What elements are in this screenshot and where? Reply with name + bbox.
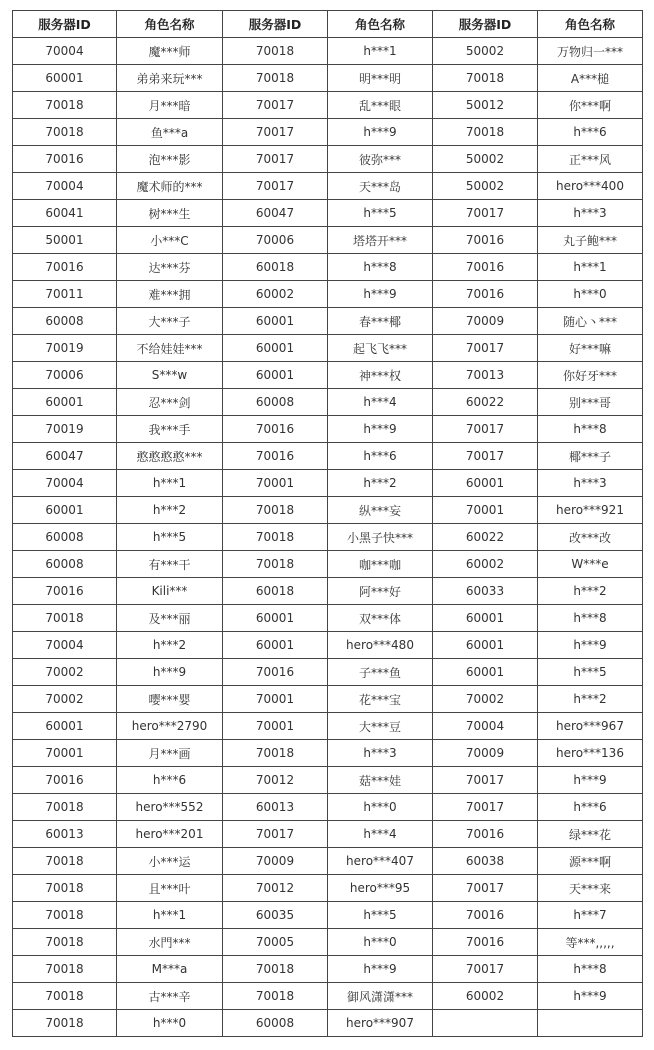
server-id-cell: 50002: [433, 38, 538, 65]
server-id-cell: 70012: [223, 767, 328, 794]
table-row: [13, 1010, 643, 1037]
server-id-cell: 70009: [433, 308, 538, 335]
role-name-cell: h***9: [538, 632, 643, 659]
role-name-cell: 子***鱼: [328, 659, 433, 686]
server-id-cell: 70012: [223, 875, 328, 902]
server-id-cell: 70017: [433, 416, 538, 443]
role-name-cell: 大***子: [117, 308, 223, 335]
server-id-cell: 70018: [223, 740, 328, 767]
server-id-cell: 70006: [223, 227, 328, 254]
server-id-cell: 70018: [13, 1010, 117, 1037]
role-name-cell: hero***95: [328, 875, 433, 902]
table-row: [13, 227, 643, 254]
role-name-cell: 你好牙***: [538, 362, 643, 389]
role-name-cell: 月***画: [117, 740, 223, 767]
role-name-cell: W***e: [538, 551, 643, 578]
winners-table-container: [12, 10, 642, 1037]
role-name-cell: 乱***眼: [328, 92, 433, 119]
role-name-cell: h***6: [538, 794, 643, 821]
server-id-cell: 70017: [223, 146, 328, 173]
role-name-cell: S***w: [117, 362, 223, 389]
server-id-cell: 60008: [223, 1010, 328, 1037]
role-name-cell: h***8: [538, 956, 643, 983]
server-id-cell: 70004: [433, 713, 538, 740]
role-name-cell: 魔术师的***: [117, 173, 223, 200]
table-row: [13, 389, 643, 416]
role-name-cell: h***3: [328, 740, 433, 767]
role-name-cell: 正***风: [538, 146, 643, 173]
server-id-cell: 50002: [433, 173, 538, 200]
server-id-cell: 70009: [223, 848, 328, 875]
role-name-cell: 起飞飞***: [328, 335, 433, 362]
role-name-cell: h***8: [538, 605, 643, 632]
table-row: [13, 281, 643, 308]
server-id-cell: 60008: [13, 524, 117, 551]
table-row: [13, 38, 643, 65]
server-id-cell: 70011: [13, 281, 117, 308]
role-name-cell: 魔***师: [117, 38, 223, 65]
server-id-cell: [433, 1010, 538, 1037]
table-row: [13, 740, 643, 767]
role-name-cell: 好***嘛: [538, 335, 643, 362]
server-id-cell: 60013: [13, 821, 117, 848]
table-row: [13, 254, 643, 281]
server-id-cell: 70001: [13, 740, 117, 767]
server-id-cell: 60041: [13, 200, 117, 227]
role-name-cell: h***1: [328, 38, 433, 65]
role-name-cell: 万物归一***: [538, 38, 643, 65]
table-row: [13, 524, 643, 551]
role-name-cell: 神***权: [328, 362, 433, 389]
role-name-cell: hero***552: [117, 794, 223, 821]
table-row: [13, 767, 643, 794]
role-name-cell: h***1: [538, 254, 643, 281]
role-name-cell: 花***宝: [328, 686, 433, 713]
server-id-cell: 70018: [13, 92, 117, 119]
server-id-cell: 70017: [223, 821, 328, 848]
server-id-cell: 70017: [433, 956, 538, 983]
role-name-cell: h***9: [328, 281, 433, 308]
server-id-cell: 50012: [433, 92, 538, 119]
server-id-cell: 70018: [13, 794, 117, 821]
role-name-cell: h***5: [328, 200, 433, 227]
server-id-cell: 70009: [433, 740, 538, 767]
server-id-cell: 70004: [13, 632, 117, 659]
role-name-cell: 有***干: [117, 551, 223, 578]
role-name-cell: h***0: [538, 281, 643, 308]
role-name-cell: 嘤***婴: [117, 686, 223, 713]
role-name-cell: h***9: [328, 119, 433, 146]
server-id-cell: 70018: [13, 119, 117, 146]
role-name-cell: hero***2790: [117, 713, 223, 740]
server-id-cell: 60001: [13, 65, 117, 92]
role-name-cell: hero***480: [328, 632, 433, 659]
role-name-cell: 天***来: [538, 875, 643, 902]
server-id-cell: 70017: [433, 443, 538, 470]
server-id-cell: 70002: [13, 659, 117, 686]
table-row: [13, 713, 643, 740]
table-row: [13, 146, 643, 173]
header-server-id-3: 服务器ID: [433, 11, 538, 38]
server-id-cell: 70013: [433, 362, 538, 389]
role-name-cell: 难***拥: [117, 281, 223, 308]
server-id-cell: 70016: [13, 578, 117, 605]
server-id-cell: 70019: [13, 416, 117, 443]
server-id-cell: 70004: [13, 173, 117, 200]
role-name-cell: 阿***好: [328, 578, 433, 605]
role-name-cell: 大***豆: [328, 713, 433, 740]
table-row: [13, 119, 643, 146]
server-id-cell: 60022: [433, 389, 538, 416]
server-id-cell: 70017: [433, 200, 538, 227]
server-id-cell: 70018: [223, 38, 328, 65]
role-name-cell: 双***体: [328, 605, 433, 632]
server-id-cell: 70017: [433, 335, 538, 362]
role-name-cell: 小***运: [117, 848, 223, 875]
role-name-cell: [538, 1010, 643, 1037]
role-name-cell: h***9: [328, 416, 433, 443]
role-name-cell: 及***丽: [117, 605, 223, 632]
role-name-cell: h***8: [538, 416, 643, 443]
header-role-name-3: 角色名称: [538, 11, 643, 38]
server-id-cell: 60008: [223, 389, 328, 416]
role-name-cell: 天***岛: [328, 173, 433, 200]
server-id-cell: 70001: [433, 497, 538, 524]
server-id-cell: 70017: [223, 92, 328, 119]
table-row: [13, 794, 643, 821]
role-name-cell: h***0: [328, 929, 433, 956]
role-name-cell: h***7: [538, 902, 643, 929]
header-role-name-1: 角色名称: [117, 11, 223, 38]
table-row: [13, 983, 643, 1010]
server-id-cell: 70016: [223, 443, 328, 470]
table-row: [13, 902, 643, 929]
server-id-cell: 60001: [433, 605, 538, 632]
table-row: [13, 848, 643, 875]
server-id-cell: 70016: [13, 146, 117, 173]
header-row: [13, 11, 643, 38]
table-row: [13, 821, 643, 848]
server-id-cell: 60002: [433, 983, 538, 1010]
role-name-cell: h***6: [538, 119, 643, 146]
server-id-cell: 70018: [13, 605, 117, 632]
role-name-cell: h***6: [117, 767, 223, 794]
server-id-cell: 70018: [13, 902, 117, 929]
server-id-cell: 70006: [13, 362, 117, 389]
server-id-cell: 70005: [223, 929, 328, 956]
role-name-cell: 鱼***a: [117, 119, 223, 146]
server-id-cell: 70016: [433, 902, 538, 929]
role-name-cell: hero***921: [538, 497, 643, 524]
table-row: [13, 956, 643, 983]
server-id-cell: 70016: [433, 227, 538, 254]
role-name-cell: 御风潇潇***: [328, 983, 433, 1010]
role-name-cell: hero***400: [538, 173, 643, 200]
role-name-cell: 明***明: [328, 65, 433, 92]
server-id-cell: 50001: [13, 227, 117, 254]
server-id-cell: 70018: [223, 551, 328, 578]
role-name-cell: h***9: [538, 983, 643, 1010]
role-name-cell: h***9: [117, 659, 223, 686]
server-id-cell: 60001: [223, 308, 328, 335]
table-body: [13, 38, 643, 1037]
table-row: [13, 362, 643, 389]
server-id-cell: 60008: [13, 551, 117, 578]
server-id-cell: 60033: [433, 578, 538, 605]
role-name-cell: hero***907: [328, 1010, 433, 1037]
server-id-cell: 70019: [13, 335, 117, 362]
role-name-cell: 不给娃娃***: [117, 335, 223, 362]
winners-table: [12, 10, 643, 1037]
role-name-cell: 月***暗: [117, 92, 223, 119]
role-name-cell: 弟弟来玩***: [117, 65, 223, 92]
role-name-cell: h***5: [538, 659, 643, 686]
server-id-cell: 70018: [223, 65, 328, 92]
header-role-name-2: 角色名称: [328, 11, 433, 38]
server-id-cell: 70016: [13, 767, 117, 794]
table-row: [13, 200, 643, 227]
role-name-cell: hero***967: [538, 713, 643, 740]
server-id-cell: 70018: [13, 956, 117, 983]
server-id-cell: 70018: [13, 875, 117, 902]
role-name-cell: 改***改: [538, 524, 643, 551]
server-id-cell: 70001: [223, 470, 328, 497]
role-name-cell: 椰***子: [538, 443, 643, 470]
server-id-cell: 60001: [433, 632, 538, 659]
header-server-id-2: 服务器ID: [223, 11, 328, 38]
server-id-cell: 70018: [223, 956, 328, 983]
role-name-cell: h***0: [117, 1010, 223, 1037]
role-name-cell: h***8: [328, 254, 433, 281]
server-id-cell: 70001: [223, 713, 328, 740]
server-id-cell: 60001: [433, 470, 538, 497]
role-name-cell: 我***手: [117, 416, 223, 443]
server-id-cell: 70002: [433, 686, 538, 713]
role-name-cell: 树***生: [117, 200, 223, 227]
server-id-cell: 70018: [433, 65, 538, 92]
server-id-cell: 70004: [13, 470, 117, 497]
server-id-cell: 60022: [433, 524, 538, 551]
table-row: [13, 173, 643, 200]
role-name-cell: 菇***娃: [328, 767, 433, 794]
server-id-cell: 50002: [433, 146, 538, 173]
server-id-cell: 70002: [13, 686, 117, 713]
role-name-cell: A***槌: [538, 65, 643, 92]
role-name-cell: h***4: [328, 821, 433, 848]
server-id-cell: 70018: [223, 497, 328, 524]
role-name-cell: h***9: [328, 956, 433, 983]
role-name-cell: 小黑子快***: [328, 524, 433, 551]
role-name-cell: 憨憨憨憨***: [117, 443, 223, 470]
table-row: [13, 92, 643, 119]
table-row: [13, 497, 643, 524]
table-row: [13, 308, 643, 335]
role-name-cell: 纵***妄: [328, 497, 433, 524]
role-name-cell: h***9: [538, 767, 643, 794]
role-name-cell: M***a: [117, 956, 223, 983]
server-id-cell: 70017: [223, 173, 328, 200]
server-id-cell: 70018: [13, 929, 117, 956]
role-name-cell: 源***啊: [538, 848, 643, 875]
role-name-cell: h***0: [328, 794, 433, 821]
role-name-cell: 随心丶***: [538, 308, 643, 335]
role-name-cell: h***6: [328, 443, 433, 470]
server-id-cell: 60001: [13, 497, 117, 524]
server-id-cell: 60001: [223, 362, 328, 389]
server-id-cell: 60018: [223, 254, 328, 281]
header-server-id-1: 服务器ID: [13, 11, 117, 38]
table-row: [13, 875, 643, 902]
role-name-cell: 丸子鲍***: [538, 227, 643, 254]
server-id-cell: 70001: [223, 686, 328, 713]
server-id-cell: 60018: [223, 578, 328, 605]
server-id-cell: 70017: [433, 794, 538, 821]
server-id-cell: 70018: [433, 119, 538, 146]
role-name-cell: h***3: [538, 200, 643, 227]
server-id-cell: 70016: [13, 254, 117, 281]
role-name-cell: h***2: [328, 470, 433, 497]
role-name-cell: h***3: [538, 470, 643, 497]
role-name-cell: 你***啊: [538, 92, 643, 119]
table-row: [13, 335, 643, 362]
server-id-cell: 60008: [13, 308, 117, 335]
role-name-cell: 塔塔开***: [328, 227, 433, 254]
table-row: [13, 605, 643, 632]
server-id-cell: 70018: [13, 848, 117, 875]
table-row: [13, 659, 643, 686]
table-header: [13, 11, 643, 38]
server-id-cell: 70018: [223, 983, 328, 1010]
role-name-cell: h***2: [538, 686, 643, 713]
role-name-cell: 咖***咖: [328, 551, 433, 578]
server-id-cell: 60001: [13, 389, 117, 416]
role-name-cell: 等***,,,,,: [538, 929, 643, 956]
server-id-cell: 70017: [223, 119, 328, 146]
role-name-cell: 达***芬: [117, 254, 223, 281]
role-name-cell: 忍***剑: [117, 389, 223, 416]
table-row: [13, 551, 643, 578]
role-name-cell: 泡***影: [117, 146, 223, 173]
role-name-cell: 水門***: [117, 929, 223, 956]
server-id-cell: 60001: [223, 605, 328, 632]
server-id-cell: 60001: [433, 659, 538, 686]
server-id-cell: 60038: [433, 848, 538, 875]
role-name-cell: h***5: [117, 524, 223, 551]
role-name-cell: h***1: [117, 470, 223, 497]
server-id-cell: 60001: [13, 713, 117, 740]
role-name-cell: hero***201: [117, 821, 223, 848]
table-row: [13, 578, 643, 605]
role-name-cell: hero***407: [328, 848, 433, 875]
server-id-cell: 60001: [223, 632, 328, 659]
server-id-cell: 60047: [13, 443, 117, 470]
role-name-cell: 春***椰: [328, 308, 433, 335]
server-id-cell: 70018: [13, 983, 117, 1010]
server-id-cell: 70016: [433, 254, 538, 281]
server-id-cell: 60002: [433, 551, 538, 578]
server-id-cell: 60035: [223, 902, 328, 929]
role-name-cell: 绿***花: [538, 821, 643, 848]
server-id-cell: 70017: [433, 875, 538, 902]
role-name-cell: h***5: [328, 902, 433, 929]
role-name-cell: h***2: [117, 632, 223, 659]
server-id-cell: 60001: [223, 335, 328, 362]
server-id-cell: 70016: [433, 281, 538, 308]
role-name-cell: 古***辛: [117, 983, 223, 1010]
server-id-cell: 60047: [223, 200, 328, 227]
server-id-cell: 60013: [223, 794, 328, 821]
table-row: [13, 65, 643, 92]
role-name-cell: h***2: [117, 497, 223, 524]
table-row: [13, 929, 643, 956]
server-id-cell: 70018: [223, 524, 328, 551]
role-name-cell: 且***叶: [117, 875, 223, 902]
table-row: [13, 686, 643, 713]
table-row: [13, 416, 643, 443]
server-id-cell: 70004: [13, 38, 117, 65]
role-name-cell: 彼弥***: [328, 146, 433, 173]
server-id-cell: 60002: [223, 281, 328, 308]
role-name-cell: h***4: [328, 389, 433, 416]
server-id-cell: 70017: [433, 767, 538, 794]
role-name-cell: h***1: [117, 902, 223, 929]
role-name-cell: 别***哥: [538, 389, 643, 416]
table-row: [13, 470, 643, 497]
role-name-cell: Kili***: [117, 578, 223, 605]
role-name-cell: 小***C: [117, 227, 223, 254]
server-id-cell: 70016: [223, 659, 328, 686]
role-name-cell: hero***136: [538, 740, 643, 767]
server-id-cell: 70016: [433, 929, 538, 956]
server-id-cell: 70016: [223, 416, 328, 443]
server-id-cell: 70016: [433, 821, 538, 848]
table-row: [13, 632, 643, 659]
role-name-cell: h***2: [538, 578, 643, 605]
table-row: [13, 443, 643, 470]
